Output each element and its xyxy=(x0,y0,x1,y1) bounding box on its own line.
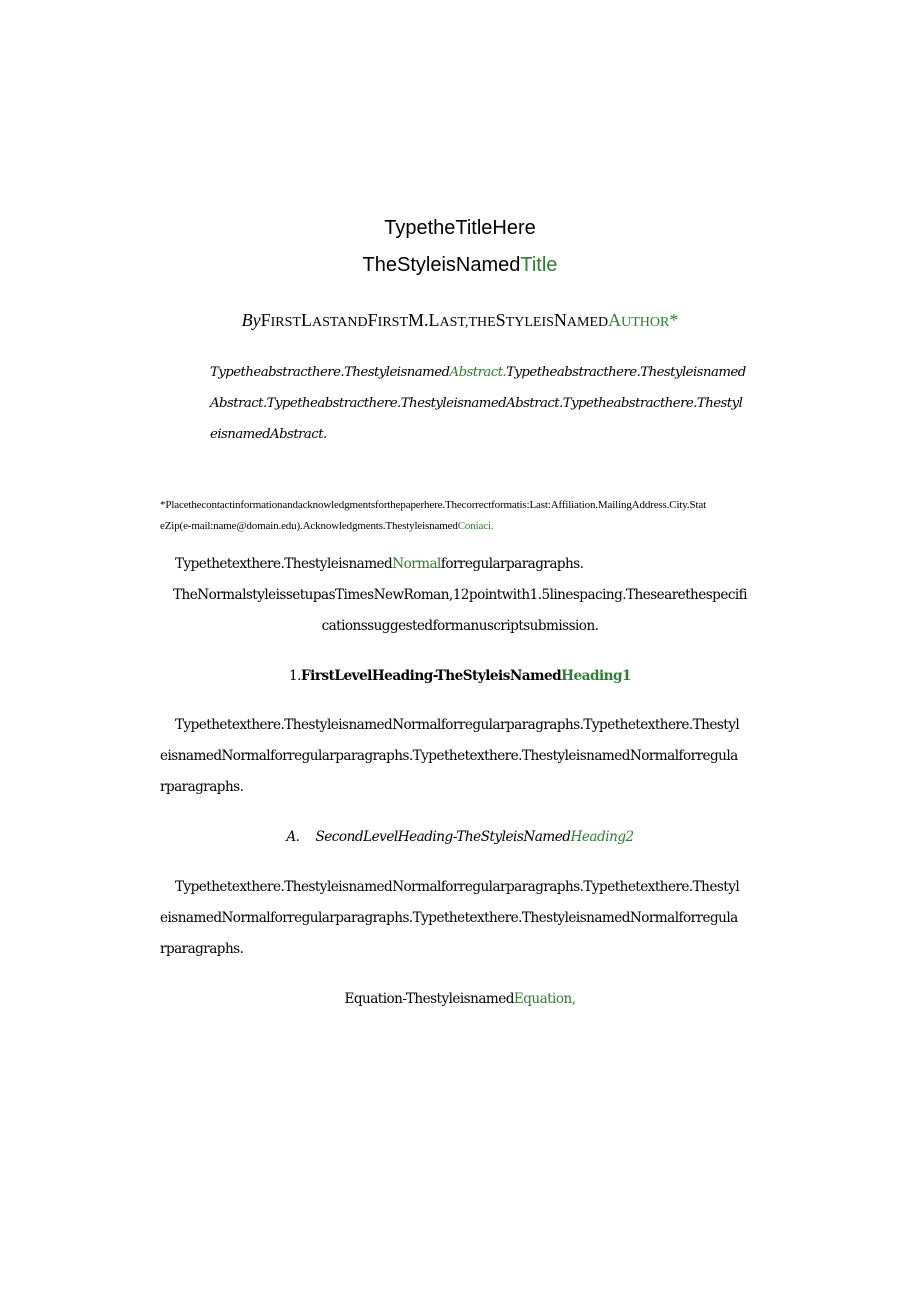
equation-style-name: Equation, xyxy=(513,991,576,1007)
heading-1 xyxy=(0,661,920,692)
abstract-line: Abstract.Typetheabstracthere.ThestyleisnamedAbstract.Typetheabstracthere.Thestyl xyxy=(210,396,743,411)
author-style-name: UTHOR xyxy=(621,315,670,330)
author-text: L xyxy=(300,310,312,330)
author-text: M. xyxy=(408,310,429,330)
abstract-line: eisnamedAbstract. xyxy=(210,427,327,442)
author-text: F xyxy=(260,310,271,330)
author-text: TYLE xyxy=(505,315,542,330)
title-line-1: TypetheTitleHere xyxy=(384,217,536,239)
paragraph-line: eisnamedNormalforregularparagraphs.Typethetexthere.ThestyleisnamedNormalforregula xyxy=(160,748,738,764)
author-text: IS xyxy=(541,315,554,330)
paragraph-line: Typethetexthere.ThestyleisnamedNormalforregularparagraphs.Typethetexthere.Thestyl xyxy=(175,717,740,733)
author-text: AST xyxy=(311,315,338,330)
heading-1-text: FirstLevelHeading-TheStyleisNamed xyxy=(301,668,562,684)
paragraph-line xyxy=(160,549,785,580)
paragraph-style-name: Normal xyxy=(392,556,441,572)
heading-2-letter: A. xyxy=(286,829,300,845)
equation-text: Equation-Thestyleisnamed xyxy=(344,991,514,1007)
footnote-line: *Placethecontactinformationandacknowledgmentsforthepaperhere.Thecorrectformatis:Last:Affiliation.MailingAddress.City.Stat xyxy=(160,499,707,511)
paragraph-text: forregularparagraphs. xyxy=(440,556,584,572)
author-line xyxy=(0,310,920,331)
abstract xyxy=(210,357,770,450)
heading-2 xyxy=(0,822,920,853)
heading-2-style-name: Heading2 xyxy=(570,829,634,845)
footnote-line xyxy=(160,516,706,537)
author-text: F xyxy=(367,310,378,330)
author-text: IRST xyxy=(270,315,301,330)
author-text: N xyxy=(553,310,567,330)
author-text: S xyxy=(495,310,506,330)
heading-2-text: SecondLevelHeading-TheStyleisNamed xyxy=(315,829,571,845)
abstract-style-name: Abstract. xyxy=(449,365,507,380)
paragraph-line: rparagraphs. xyxy=(160,779,244,795)
abstract-text: Typetheabstracthere.Thestyleisnamed xyxy=(210,365,450,380)
footnote-marker: * xyxy=(669,310,679,330)
author-text: L xyxy=(428,310,440,330)
title-line-2-text: TheStyleisNamed xyxy=(362,254,521,276)
paragraph-line: cationssuggestedformanuscriptsubmission. xyxy=(321,618,599,634)
footnote-text: eZip(e-mail:name@domain.edu).Acknowledgments.Thestyleisnamed xyxy=(160,520,458,532)
heading-1-style-name: Heading1 xyxy=(561,668,631,684)
title-style-name: Title xyxy=(520,254,558,276)
author-by: By xyxy=(241,310,261,330)
footnote-style-name: Coniaci. xyxy=(457,520,494,532)
author-text: THE xyxy=(468,315,496,330)
author-text: AST, xyxy=(439,315,469,330)
title-line-2 xyxy=(0,254,920,277)
paragraph-text: Typethetexthere.Thestyleisnamed xyxy=(175,556,393,572)
paragraph-line: Typethetexthere.ThestyleisnamedNormalforregularparagraphs.Typethetexthere.Thestyl xyxy=(175,879,740,895)
abstract-text: Typetheabstracthere.Thestyleisnamed xyxy=(506,365,746,380)
author-text: AMED xyxy=(566,315,609,330)
author-text: AND xyxy=(337,315,368,330)
equation-line xyxy=(0,984,920,1015)
author-style-name: A xyxy=(608,310,622,330)
heading-1-number: 1. xyxy=(289,668,302,684)
footnote xyxy=(160,495,706,537)
paragraph-line: rparagraphs. xyxy=(160,941,244,957)
paragraph-line: eisnamedNormalforregularparagraphs.Typethetexthere.ThestyleisnamedNormalforregula xyxy=(160,910,738,926)
abstract-line xyxy=(210,357,770,388)
author-text: IRST xyxy=(377,315,408,330)
paragraph-line: TheNormalstyleissetupasTimesNewRoman,12pointwith1.5linespacing.Thesearethespecifi xyxy=(173,587,747,603)
